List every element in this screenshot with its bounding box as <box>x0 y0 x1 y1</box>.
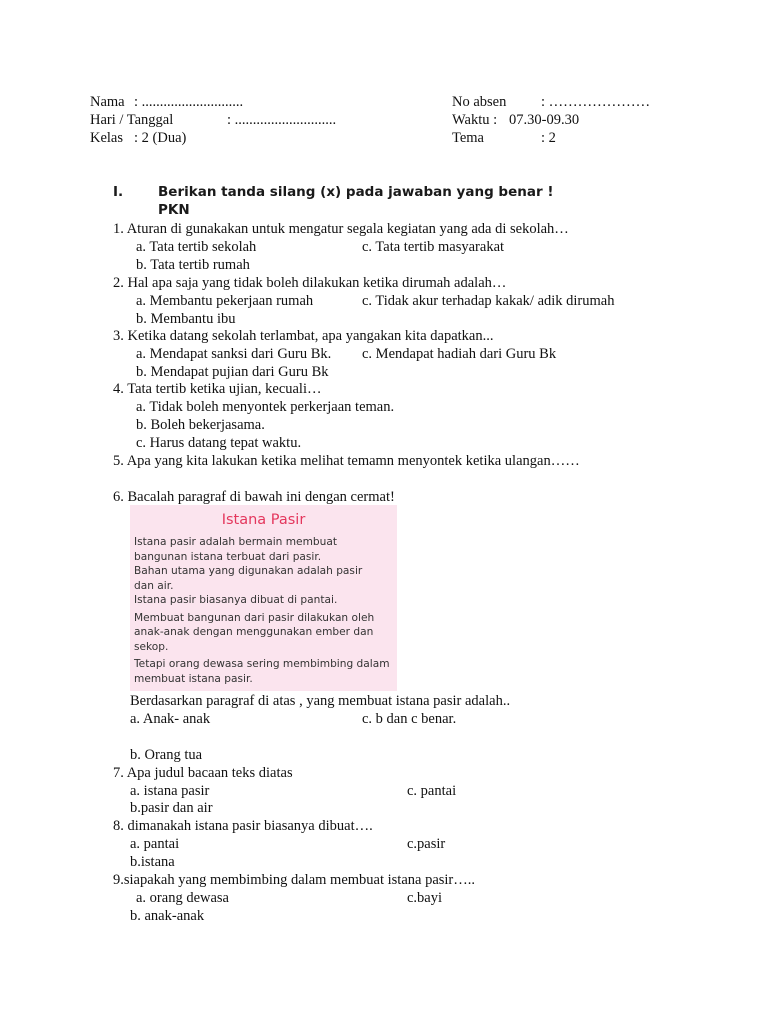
q9-option-c: c.bayi <box>407 890 443 906</box>
question-1: 1. Aturan di gunakakan untuk mengatur segala kegiatan yang ada di sekolah… <box>113 221 569 237</box>
q4-option-a: a. Tidak boleh menyontek perkerjaan teman. <box>136 399 395 415</box>
q3-option-c: c. Mendapat hadiah dari Guru Bk <box>362 346 557 362</box>
tema-field: : 2 <box>541 130 556 146</box>
q1-option-c: c. Tata tertib masyarakat <box>362 239 505 255</box>
absen-label: No absen <box>452 94 507 110</box>
q7-option-b: b.pasir dan air <box>130 800 213 816</box>
reading-paragraph: Istana pasir adalah bermain membuat bangunan istana terbuat dari pasir. Bahan utama yang digunakan adalah pasir dan air. Istana pasir biasanya dibuat di pantai. <box>134 536 363 606</box>
q3-option-a: a. Mendapat sanksi dari Guru Bk. <box>136 346 332 362</box>
question-2: 2. Hal apa saja yang tidak boleh dilakukan ketika dirumah adalah… <box>113 275 507 291</box>
section-instruction: Berikan tanda silang (x) pada jawaban yang benar ! <box>158 184 554 200</box>
q8-option-a: a. pantai <box>130 836 180 852</box>
q4-option-c: c. Harus datang tepat waktu. <box>136 435 302 451</box>
q8-option-c: c.pasir <box>407 836 446 852</box>
reading-paragraph: Tetapi orang dewasa sering membimbing dalam membuat istana pasir. <box>134 658 390 685</box>
reading-title: Istana Pasir <box>221 512 306 528</box>
waktu-value: 07.30-09.30 <box>509 112 580 128</box>
hari-tanggal-label: Hari / Tanggal <box>90 112 174 128</box>
q6-option-b: b. Orang tua <box>130 747 203 763</box>
question-5: 5. Apa yang kita lakukan ketika melihat temamn menyontek ketika ulangan…… <box>113 453 580 469</box>
q3-option-b: b. Mendapat pujian dari Guru Bk <box>136 364 329 380</box>
nama-label: Nama <box>90 94 125 110</box>
reading-passage <box>130 505 397 691</box>
q2-option-c: c. Tidak akur terhadap kakak/ adik dirumah <box>362 293 615 309</box>
waktu-label: Waktu : <box>452 112 498 128</box>
q2-option-b: b. Membantu ibu <box>136 311 236 327</box>
q7-option-a: a. istana pasir <box>130 783 210 799</box>
question-6: 6. Bacalah paragraf di bawah ini dengan cermat! <box>113 489 395 505</box>
q2-option-a: a. Membantu pekerjaan rumah <box>136 293 314 309</box>
absen-field: : ………………… <box>541 94 651 110</box>
q4-option-b: b. Boleh bekerjasama. <box>136 417 265 433</box>
q6-option-c: c. b dan c benar. <box>362 711 457 727</box>
question-8: 8. dimanakah istana pasir biasanya dibuat…. <box>113 818 373 834</box>
reading-paragraph: Membuat bangunan dari pasir dilakukan oleh anak-anak dengan menggunakan ember dan sekop. <box>134 611 375 653</box>
q7-option-c: c. pantai <box>407 783 457 799</box>
question-3: 3. Ketika datang sekolah terlambat, apa yangakan kita dapatkan... <box>113 328 494 344</box>
question-4: 4. Tata tertib ketika ujian, kecuali… <box>113 381 322 397</box>
q6-option-a: a. Anak- anak <box>130 711 211 727</box>
kelas-field: : 2 (Dua) <box>134 130 187 146</box>
q9-option-b: b. anak-anak <box>130 908 205 924</box>
nama-field: : ............................ <box>134 94 244 110</box>
question-7: 7. Apa judul bacaan teks diatas <box>113 765 293 781</box>
hari-tanggal-field: : ............................ <box>227 112 337 128</box>
q9-option-a: a. orang dewasa <box>136 890 229 906</box>
question-9: 9.siapakah yang membimbing dalam membuat istana pasir….. <box>113 872 476 888</box>
q8-option-b: b.istana <box>130 854 175 870</box>
tema-label: Tema <box>452 130 484 146</box>
q6-question: Berdasarkan paragraf di atas , yang membuat istana pasir adalah.. <box>130 693 511 709</box>
section-numeral: I. <box>113 184 124 200</box>
q1-option-a: a. Tata tertib sekolah <box>136 239 257 255</box>
q1-option-b: b. Tata tertib rumah <box>136 257 250 273</box>
section-subject: PKN <box>158 202 190 218</box>
kelas-label: Kelas <box>90 130 124 146</box>
